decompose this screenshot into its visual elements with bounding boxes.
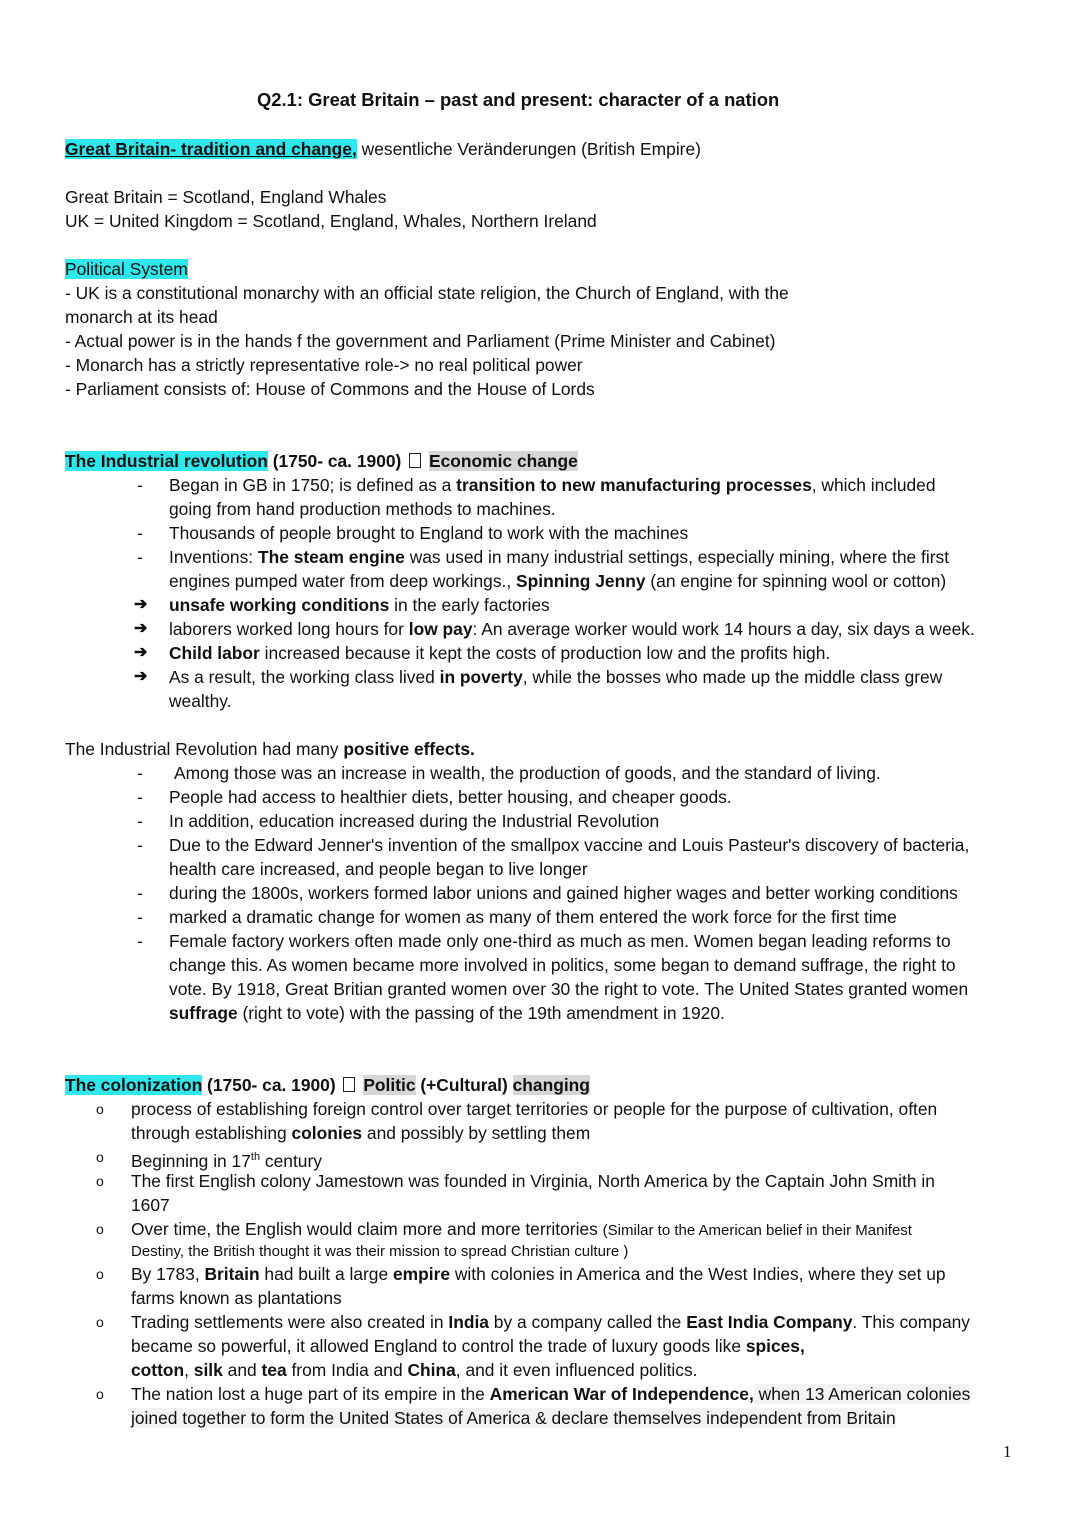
intro-heading: Great Britain- tradition and change, bbox=[65, 139, 357, 159]
list-item: through establishing colonies and possibly by settling them bbox=[131, 1123, 591, 1143]
arrow-bullet-icon: ➔ bbox=[134, 620, 148, 637]
list-item: going from hand production methods to machines. bbox=[169, 499, 556, 519]
dash-bullet: - bbox=[137, 763, 143, 783]
dash-bullet: - bbox=[137, 883, 143, 903]
political-line: - UK is a constitutional monarchy with an official state religion, the Church of England, with the bbox=[65, 283, 789, 303]
dash-bullet: - bbox=[137, 931, 143, 951]
dash-bullet: - bbox=[137, 811, 143, 831]
list-item: joined together to form the United States of America & declare themselves independent from Britain bbox=[131, 1408, 896, 1428]
political-line: - Actual power is in the hands f the government and Parliament (Prime Minister and Cabinet) bbox=[65, 331, 776, 351]
positive-intro: The Industrial Revolution had many positive effects. bbox=[65, 739, 475, 759]
list-item: Female factory workers often made only one-third as much as men. Women began leading reforms to bbox=[169, 931, 951, 951]
circle-bullet-icon: o bbox=[96, 1173, 104, 1189]
list-item: Trading settlements were also created in India by a company called the East India Company. This company bbox=[131, 1312, 971, 1332]
dash-bullet: - bbox=[137, 523, 143, 543]
intro-heading-line bbox=[65, 137, 701, 161]
dash-bullet: - bbox=[137, 475, 143, 495]
list-item: People had access to healthier diets, better housing, and cheaper goods. bbox=[169, 787, 732, 807]
list-item: Child labor increased because it kept the costs of production low and the profits high. bbox=[169, 643, 831, 663]
circle-bullet-icon: o bbox=[96, 1314, 104, 1330]
political-line: monarch at its head bbox=[65, 307, 218, 327]
list-item: marked a dramatic change for women as many of them entered the work force for the first time bbox=[169, 907, 897, 927]
dash-bullet: - bbox=[137, 907, 143, 927]
list-item: The nation lost a huge part of its empire in the American War of Independence, when 13 American colonies bbox=[131, 1384, 971, 1404]
colonization-tag-politic: Politic bbox=[363, 1075, 416, 1095]
list-item: Inventions: The steam engine was used in many industrial settings, especially mining, where the first bbox=[169, 547, 950, 567]
circle-bullet-icon: o bbox=[96, 1101, 104, 1117]
colonization-tag-cultural: (+Cultural) bbox=[415, 1075, 513, 1095]
circle-bullet-icon: o bbox=[96, 1149, 104, 1165]
list-item: cotton, silk and tea from India and China, and it even influenced politics. bbox=[131, 1360, 698, 1380]
list-item: Over time, the English would claim more and more territories (Similar to the American belief in their Manifest bbox=[131, 1219, 912, 1239]
political-line: - Parliament consists of: House of Commons and the House of Lords bbox=[65, 379, 595, 399]
circle-bullet-icon: o bbox=[96, 1386, 104, 1402]
list-item: vote. By 1918, Great Britian granted women over 30 the right to vote. The United States granted women bbox=[169, 979, 969, 999]
list-item: farms known as plantations bbox=[131, 1288, 342, 1308]
colonization-dates: (1750- ca. 1900) bbox=[207, 1075, 341, 1095]
list-item: Thousands of people brought to England to work with the machines bbox=[169, 523, 689, 543]
list-item: engines pumped water from deep workings., Spinning Jenny (an engine for spinning wool or cotton) bbox=[169, 571, 947, 591]
dash-bullet: - bbox=[137, 787, 143, 807]
colonization-heading: The colonization bbox=[65, 1075, 203, 1095]
list-item: Among those was an increase in wealth, the production of goods, and the standard of living. bbox=[174, 763, 881, 783]
political-heading: Political System bbox=[65, 259, 188, 279]
checkbox-icon bbox=[343, 1077, 355, 1092]
dash-bullet: - bbox=[137, 835, 143, 855]
list-item: wealthy. bbox=[169, 691, 232, 711]
colonization-heading-line bbox=[65, 1073, 590, 1097]
list-item: Due to the Edward Jenner's invention of the smallpox vaccine and Louis Pasteur's discovery of bacteria, bbox=[169, 835, 970, 855]
list-item: Destiny, the British thought it was their mission to spread Christian culture ) bbox=[131, 1243, 629, 1260]
list-item: Began in GB in 1750; is defined as a transition to new manufacturing processes, which included bbox=[169, 475, 936, 495]
dash-bullet: - bbox=[137, 547, 143, 567]
list-item: health care increased, and people began to live longer bbox=[169, 859, 588, 879]
list-item: suffrage (right to vote) with the passing of the 19th amendment in 1920. bbox=[169, 1003, 725, 1023]
colonization-tag-changing: changing bbox=[512, 1075, 590, 1095]
list-item: laborers worked long hours for low pay: An average worker would work 14 hours a day, six days a week. bbox=[169, 619, 975, 639]
arrow-bullet-icon: ➔ bbox=[134, 596, 148, 613]
industrial-tag: Economic change bbox=[429, 451, 578, 471]
list-item: Beginning in 17th century bbox=[131, 1150, 322, 1171]
political-line: - Monarch has a strictly representative role-> no real political power bbox=[65, 355, 583, 375]
arrow-bullet-icon: ➔ bbox=[134, 644, 148, 661]
intro-line-2: UK = United Kingdom = Scotland, England, Whales, Northern Ireland bbox=[65, 211, 597, 231]
list-item: By 1783, Britain had built a large empire with colonies in America and the West Indies, where they set up bbox=[131, 1264, 946, 1284]
page-title: Q2.1: Great Britain – past and present: character of a nation bbox=[257, 89, 780, 110]
list-item: As a result, the working class lived in poverty, while the bosses who made up the middle class grew bbox=[169, 667, 943, 687]
checkbox-icon bbox=[409, 453, 421, 468]
list-item: process of establishing foreign control over target territories or people for the purpose of cultivation, often bbox=[131, 1099, 938, 1119]
political-heading-line bbox=[65, 257, 188, 281]
list-item: became so powerful, it allowed England to control the trade of luxury goods like spices, bbox=[131, 1336, 805, 1356]
industrial-heading-line bbox=[65, 449, 578, 473]
list-item: In addition, education increased during the Industrial Revolution bbox=[169, 811, 660, 831]
circle-bullet-icon: o bbox=[96, 1221, 104, 1237]
list-item: The first English colony Jamestown was founded in Virginia, North America by the Captain John Smith in bbox=[131, 1171, 935, 1191]
circle-bullet-icon: o bbox=[96, 1266, 104, 1282]
industrial-heading: The Industrial revolution bbox=[65, 451, 268, 471]
list-item: during the 1800s, workers formed labor unions and gained higher wages and better working conditions bbox=[169, 883, 958, 903]
arrow-bullet-icon: ➔ bbox=[134, 668, 148, 685]
intro-heading-rest: wesentliche Veränderungen (British Empire) bbox=[356, 139, 701, 159]
industrial-dates: (1750- ca. 1900) bbox=[267, 451, 407, 471]
list-item: 1607 bbox=[131, 1195, 170, 1215]
list-item: unsafe working conditions in the early factories bbox=[169, 595, 550, 615]
list-item: change this. As women became more involved in politics, some began to demand suffrage, the right to bbox=[169, 955, 956, 975]
intro-line-1: Great Britain = Scotland, England Whales bbox=[65, 187, 387, 207]
page-number: 1 bbox=[1003, 1442, 1012, 1461]
